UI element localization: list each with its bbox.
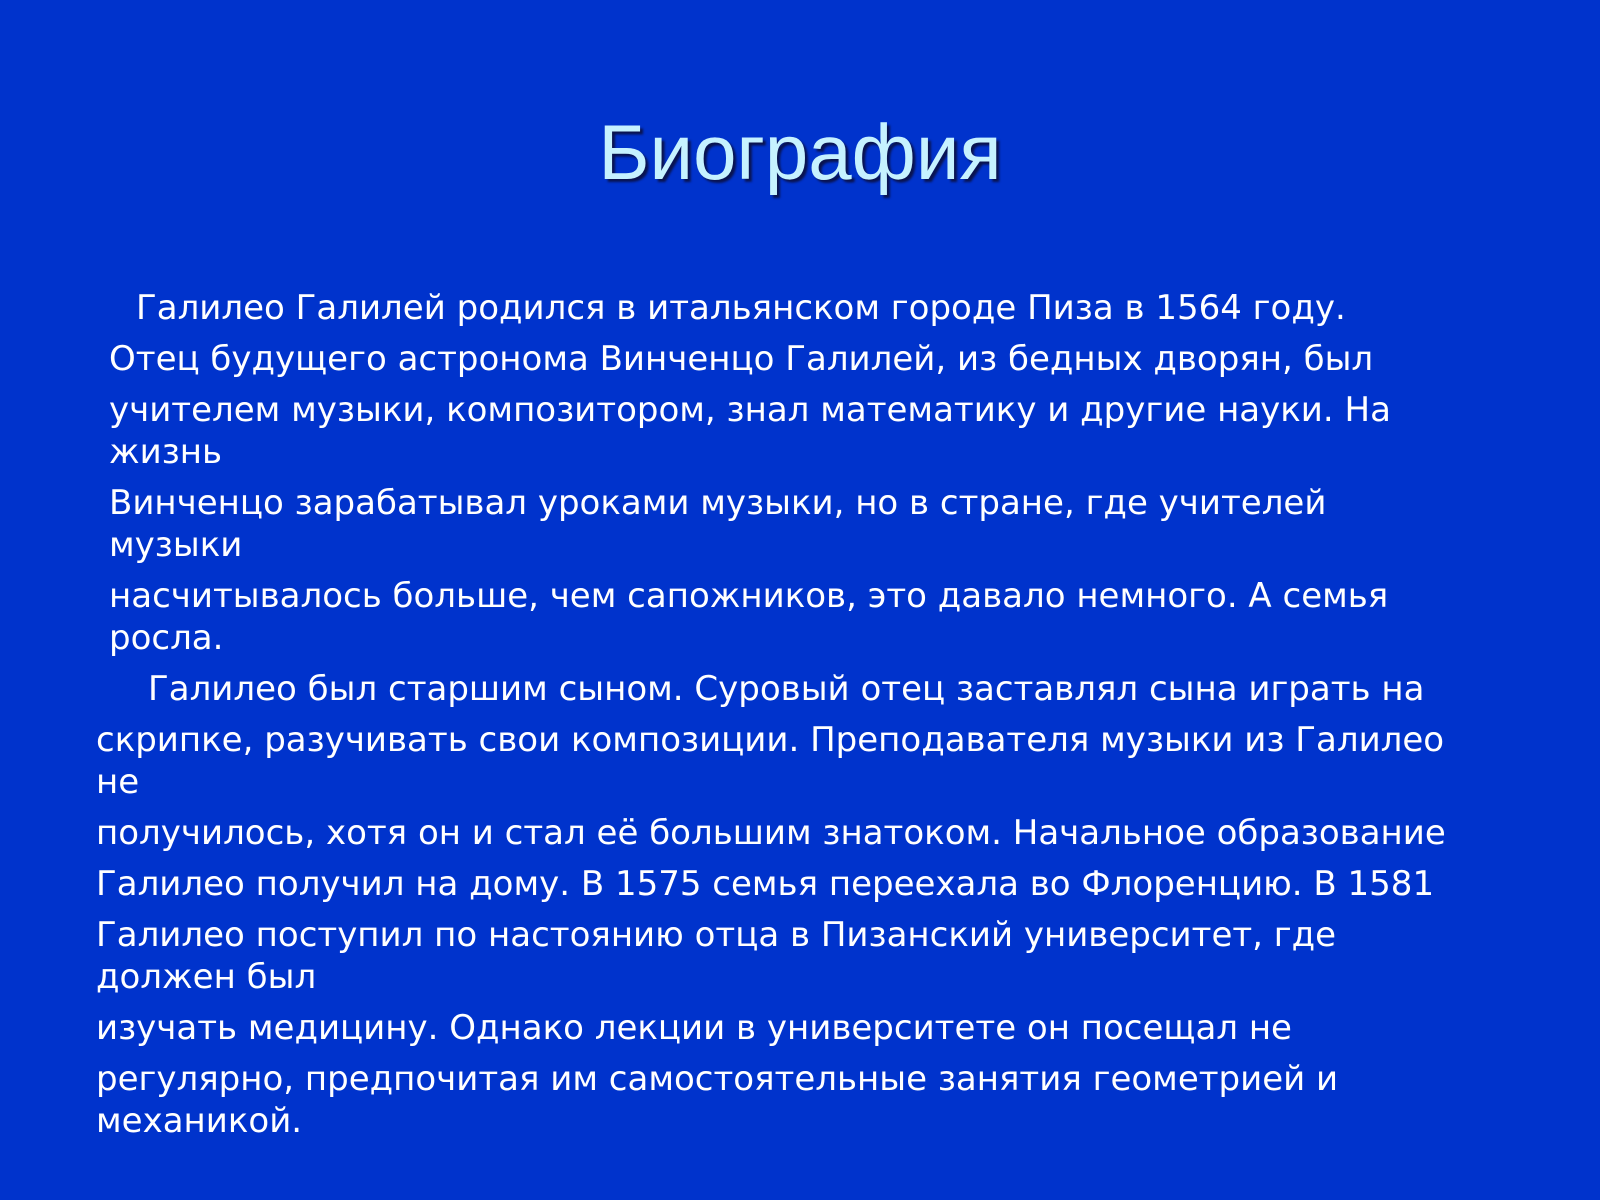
text-line [96, 863, 1516, 905]
text-line-main: скрипке, разучивать свои композиции. Преподавателя музыки из Галилео [96, 720, 1445, 760]
text-line-main: Винченцо зарабатывал уроками музыки, но в стране, где учителей [109, 483, 1327, 523]
text-line-continuation: механикой. [96, 1101, 303, 1141]
text-line [109, 575, 1516, 659]
text-line [136, 287, 1516, 329]
text-line-main: получилось, хотя он и стал её большим знатоком. Начальное образование [96, 813, 1446, 853]
text-line-main: регулярно, предпочитая им самостоятельные занятия геометрией и [96, 1059, 1339, 1099]
text-line-continuation: не [96, 762, 140, 802]
slide-title: Биография [598, 108, 1002, 196]
text-line [148, 668, 1516, 710]
text-line [96, 812, 1516, 854]
text-line [109, 482, 1516, 566]
text-line-main: Галилео Галилей родился в итальянском городе Пиза в 1564 году. [136, 288, 1346, 328]
text-line [96, 719, 1516, 803]
text-line [109, 338, 1516, 380]
text-line-main: Галилео получил на дому. В 1575 семья переехала во Флоренцию. В 1581 [96, 864, 1435, 904]
text-line-main: Отец будущего астронома Винченцо Галилей, из бедных дворян, был [109, 339, 1374, 379]
text-line [109, 389, 1516, 473]
text-line-continuation: должен был [96, 957, 317, 997]
text-line [96, 914, 1516, 998]
text-line-continuation: росла. [109, 618, 224, 658]
text-line-main: насчитывалось больше, чем сапожников, это давало немного. А семья [109, 576, 1389, 616]
slide-body-text [96, 287, 1516, 1151]
text-line-main: Галилео поступил по настоянию отца в Пизанский университет, где [96, 915, 1337, 955]
text-line [96, 1007, 1516, 1049]
text-line-continuation: жизнь [109, 432, 223, 472]
text-line-main: учителем музыки, композитором, знал математику и другие науки. На [109, 390, 1391, 430]
text-line-main: Галилео был старшим сыном. Суровый отец заставлял сына играть на [148, 669, 1425, 709]
text-line-main: изучать медицину. Однако лекции в университете он посещал не [96, 1008, 1292, 1048]
text-line [96, 1058, 1516, 1142]
text-line-continuation: музыки [109, 525, 243, 565]
